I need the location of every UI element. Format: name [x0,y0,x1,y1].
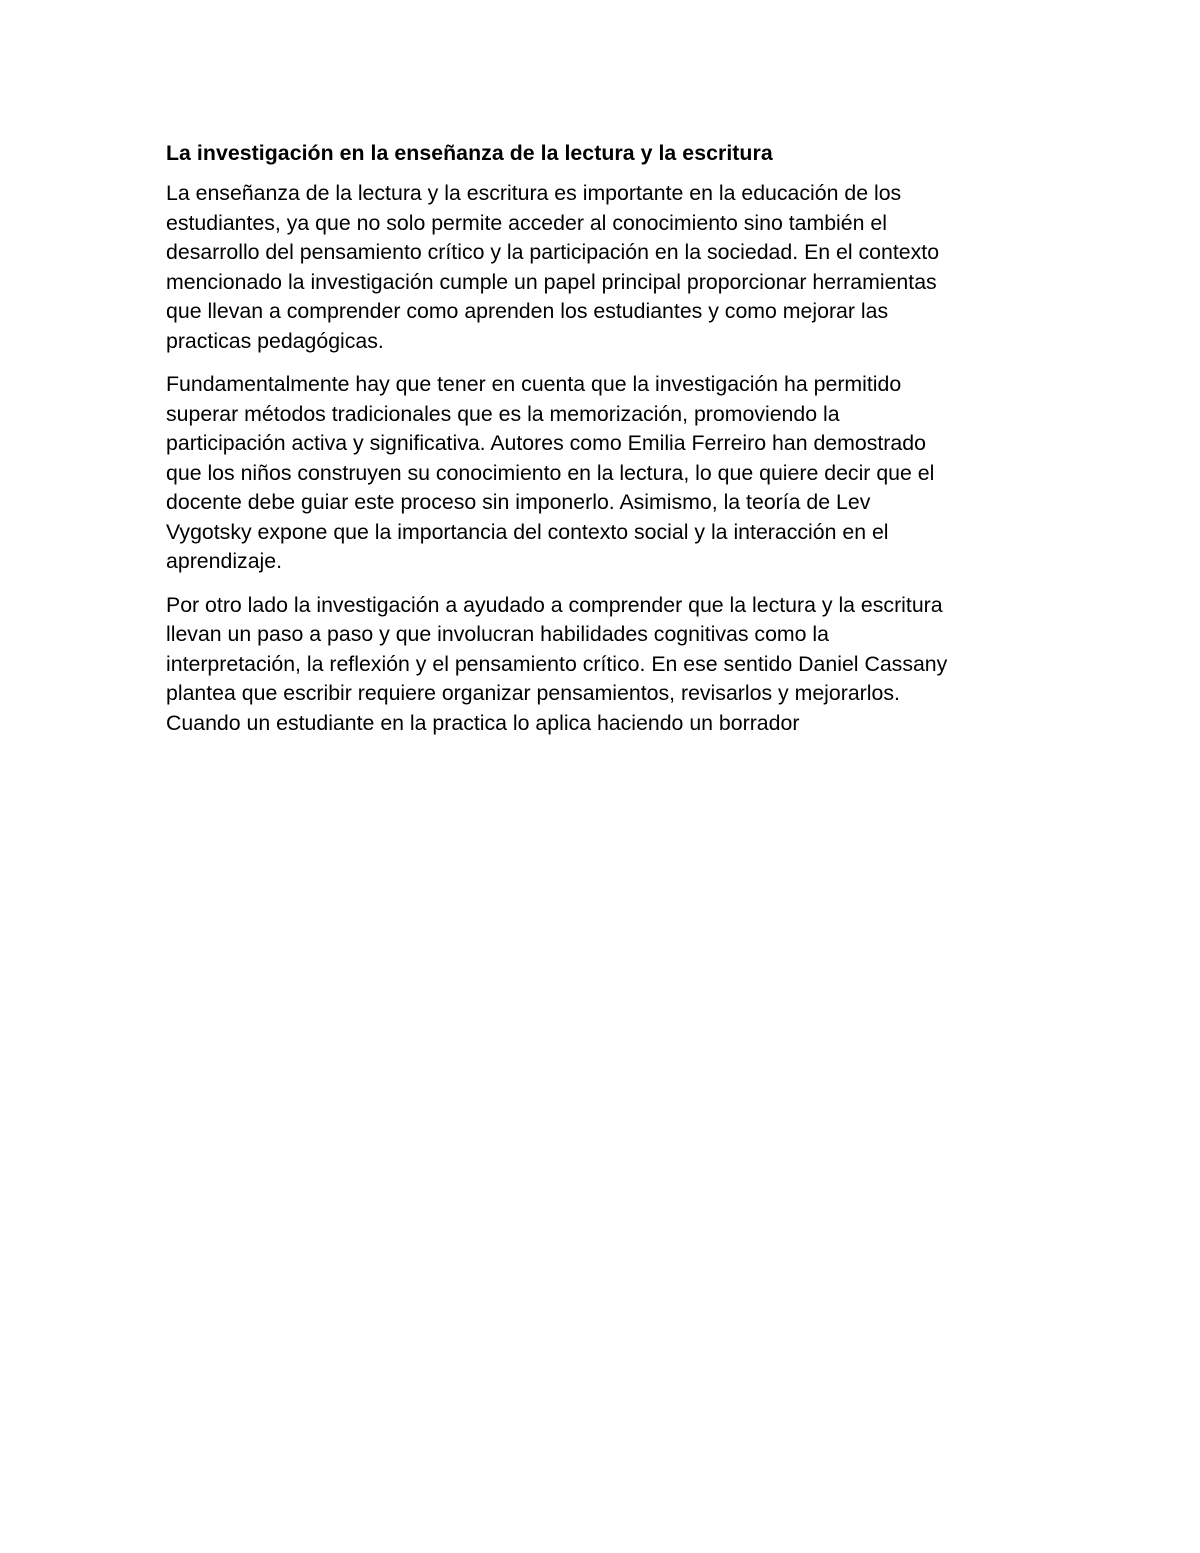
paragraph-line: plantea que escribir requiere organizar pensamientos, revisarlos y mejorarlos. [166,681,900,705]
paragraph-line: que llevan a comprender como aprenden los estudiantes y como mejorar las [166,299,889,323]
paragraph-line: docente debe guiar este proceso sin imponerlo. Asimismo, la teoría de Lev [166,490,871,514]
paragraph-line: superar métodos tradicionales que es la memorización, promoviendo la [166,401,840,426]
paragraph-line: Cuando un estudiante en la practica lo aplica haciendo un borrador [166,710,800,735]
paragraph-line: participación activa y significativa. Autores como Emilia Ferreiro han demostrado [166,431,926,455]
paragraph-line: mencionado la investigación cumple un papel principal proporcionar herramientas [166,269,937,294]
paragraph-line: practicas pedagógicas. [166,328,384,353]
paragraph-1 [166,179,1046,356]
document-body [166,138,1046,752]
paragraph-line: llevan un paso a paso y que involucran habilidades cognitivas como la [166,622,829,646]
paragraph-line: Fundamentalmente hay que tener en cuenta que la investigación ha permitido [166,372,902,396]
paragraph-2 [166,370,1046,577]
paragraph-line: La enseñanza de la lectura y la escritura es importante en la educación de los [166,181,902,205]
paragraph-line: estudiantes, ya que no solo permite acceder al conocimiento sino también el [166,210,887,235]
document-title: La investigación en la enseñanza de la lectura y la escritura [166,141,773,165]
paragraph-line: Por otro lado la investigación a ayudado a comprender que la lectura y la escritura [166,592,943,617]
paragraph-line: aprendizaje. [166,549,283,573]
paragraph-3 [166,591,1046,739]
paragraph-line: Vygotsky expone que la importancia del contexto social y la interacción en el [166,519,889,544]
paragraph-line: interpretación, la reflexión y el pensamiento crítico. En ese sentido Daniel Cassany [166,651,948,676]
paragraph-line: desarrollo del pensamiento crítico y la participación en la sociedad. En el contexto [166,240,940,264]
paragraph-line: que los niños construyen su conocimiento en la lectura, lo que quiere decir que el [166,460,935,485]
